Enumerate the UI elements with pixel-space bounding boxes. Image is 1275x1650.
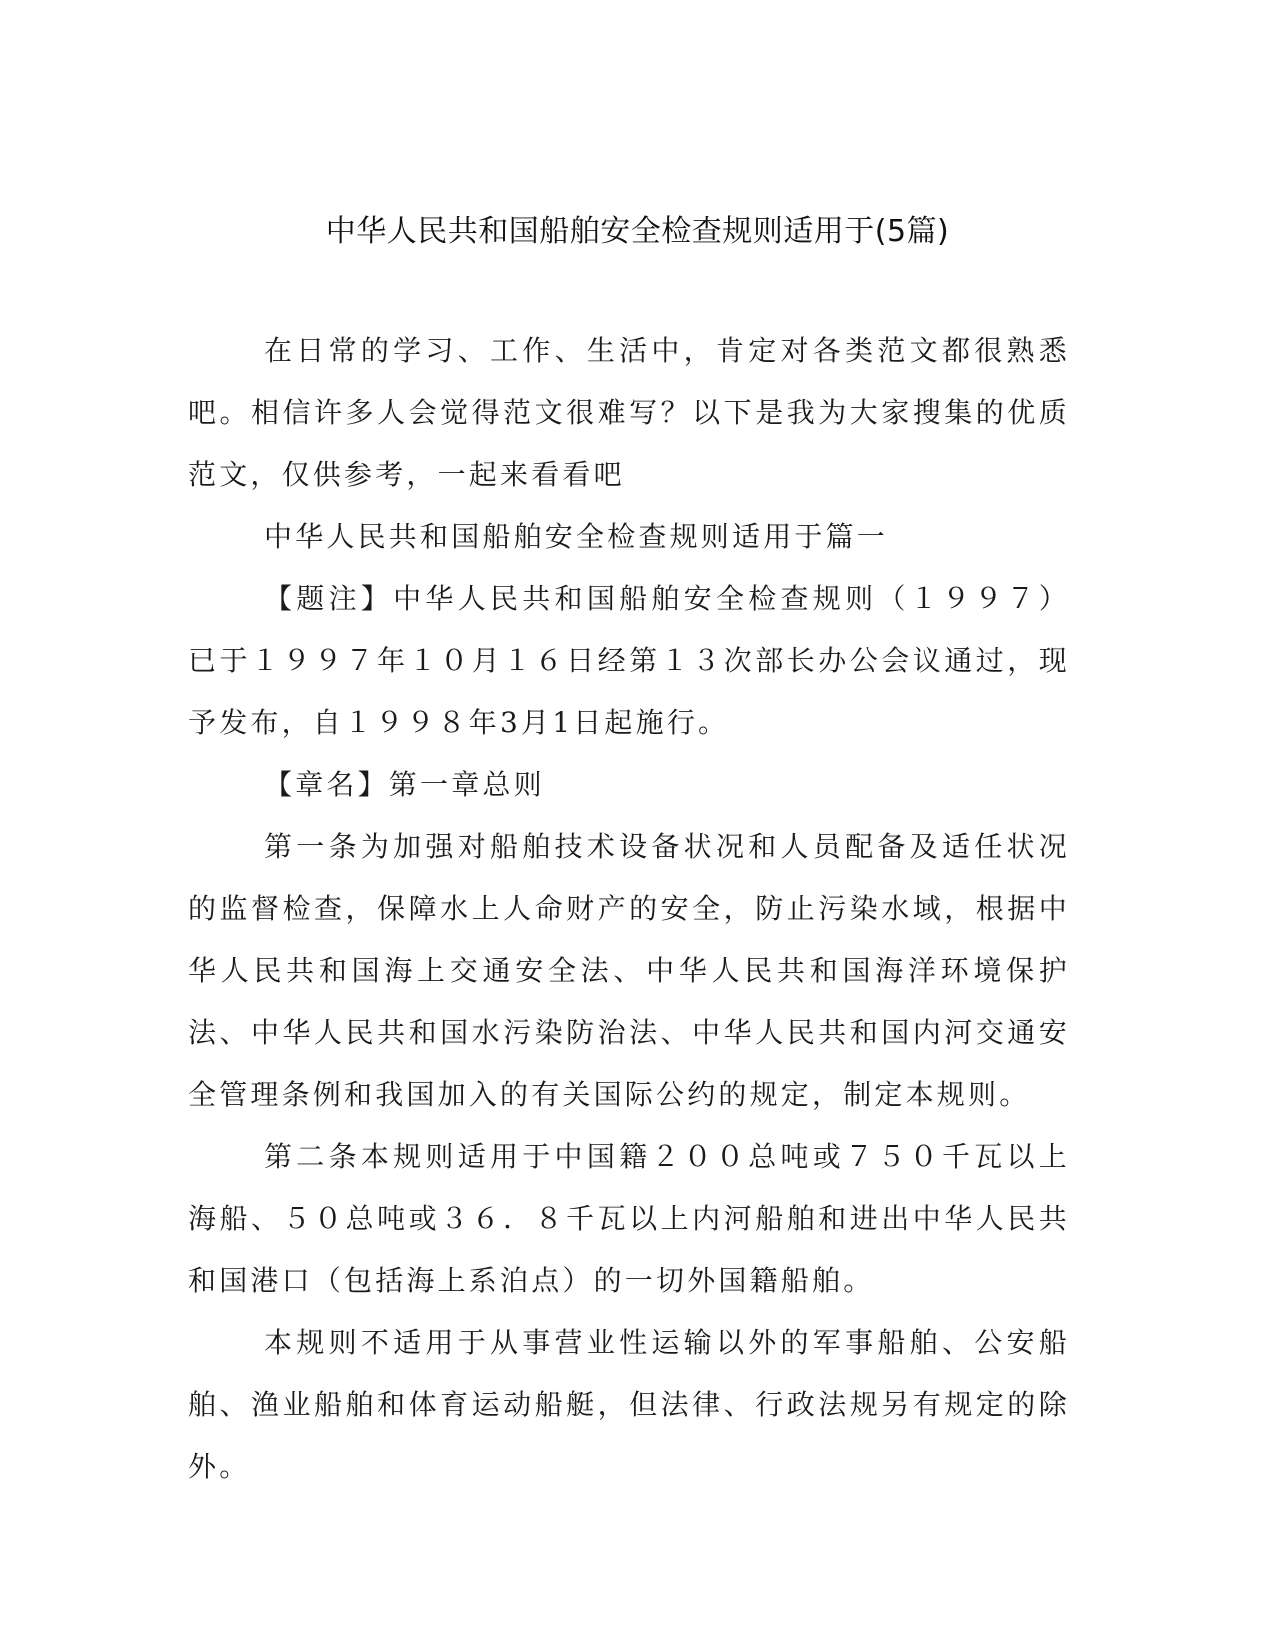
paragraph-note: 【题注】中华人民共和国船舶安全检查规则（１９９７）已于１９９７年１０月１６日经第１３次部长办公会议通过，现予发布，自１９９８年3月1日起施行。 [188, 582, 1070, 739]
document-title: 中华人民共和国船舶安全检查规则适用于(5篇) [325, 214, 950, 249]
chapter-heading: 【章名】第一章总则 [264, 768, 545, 801]
document-body [188, 320, 1070, 1498]
paragraph-article-1: 第一条为加强对船舶技术设备状况和人员配备及适任状况的监督检查，保障水上人命财产的安全，防止污染水域，根据中华人民共和国海上交通安全法、中华人民共和国海洋环境保护法、中华人民共和国水污染防治法、中华人民共和国内河交通安全管理条例和我国加入的有关国际公约的规定，制定本规则。 [188, 830, 1070, 1111]
paragraph-intro: 在日常的学习、工作、生活中，肯定对各类范文都很熟悉吧。相信许多人会觉得范文很难写？以下是我为大家搜集的优质范文，仅供参考，一起来看看吧 [188, 334, 1070, 491]
paragraph-exclusion: 本规则不适用于从事营业性运输以外的军事船舶、公安船舶、渔业船舶和体育运动船艇，但法律、行政法规另有规定的除外。 [188, 1326, 1070, 1483]
paragraph-article-2: 第二条本规则适用于中国籍２００总吨或７５０千瓦以上海船、５０总吨或３６．８千瓦以上内河船舶和进出中华人民共和国港口（包括海上系泊点）的一切外国籍船舶。 [188, 1140, 1070, 1297]
section-heading: 中华人民共和国船舶安全检查规则适用于篇一 [264, 520, 889, 553]
